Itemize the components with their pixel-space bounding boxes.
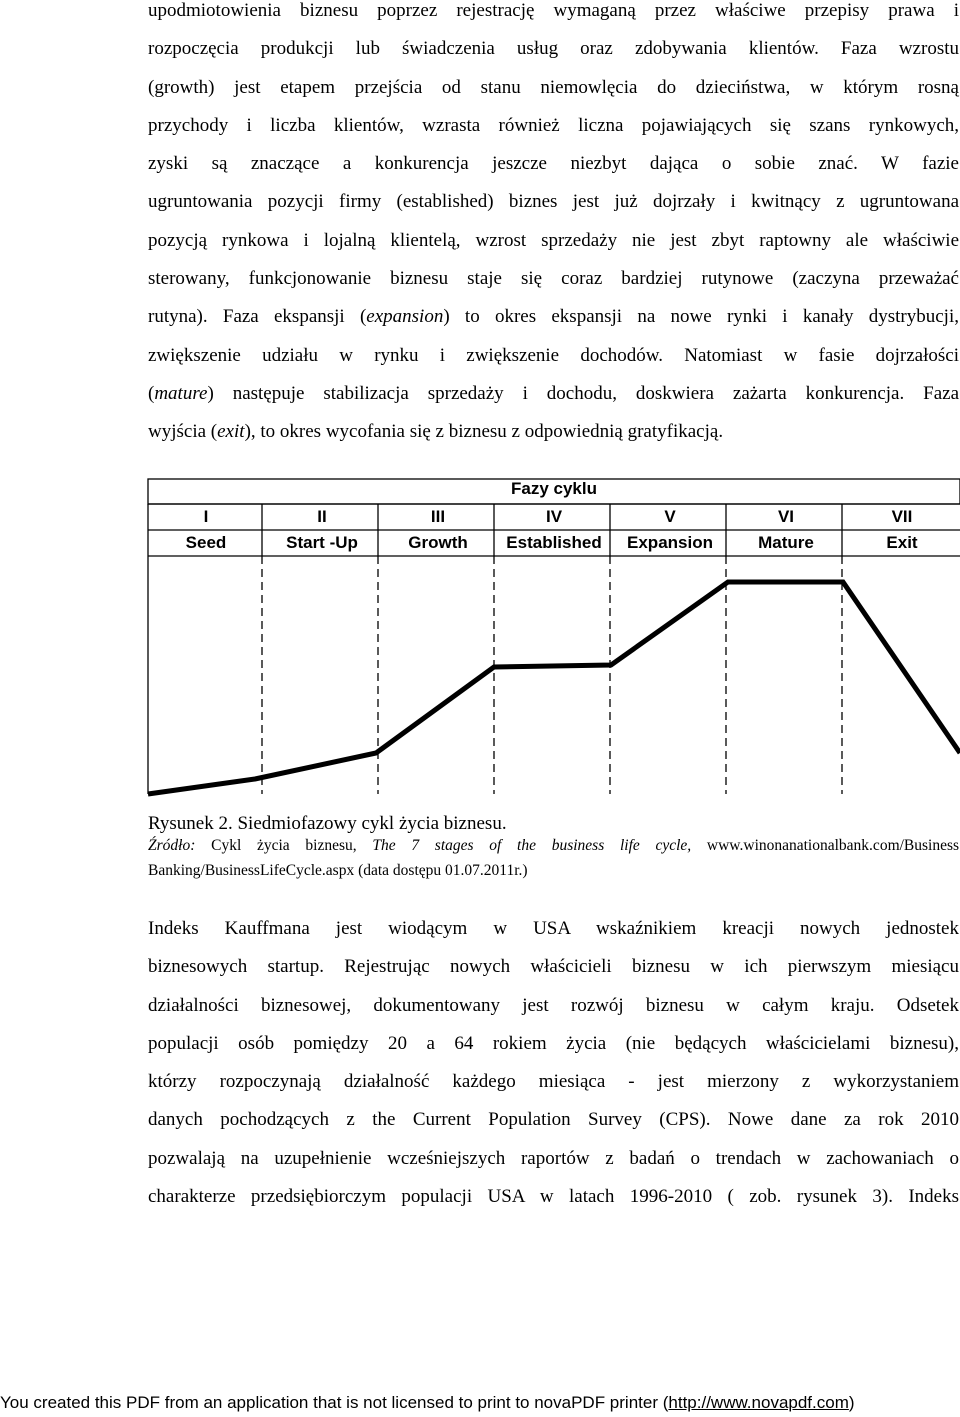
life-cycle-diagram bbox=[148, 478, 960, 800]
figure-title: Fazy cyklu bbox=[511, 479, 597, 498]
figure-caption: Rysunek 2. Siedmiofazowy cykl życia biznesu. bbox=[148, 813, 507, 834]
text-line: charakterze przedsiębiorczym populacji USA w latach 1996-2010 ( zob. rysunek 3). Indeks bbox=[148, 1186, 959, 1208]
phase-name: Start -Up bbox=[286, 533, 358, 552]
text-segment: ( bbox=[148, 382, 155, 404]
text-line: (growth) jest etapem przejścia od stanu niemowlęcia do dzieciństwa, w którym rosną bbox=[148, 76, 959, 98]
text-line: populacji osób pomiędzy 20 a 64 rokiem życia (nie będących właścicielami biznesu), bbox=[148, 1032, 959, 1054]
cycle-curve bbox=[148, 582, 960, 794]
source-url: www.winonanationalbank.com/Business bbox=[706, 837, 960, 854]
novapdf-link[interactable]: http://www.novapdf.com bbox=[668, 1393, 849, 1412]
text-line: działalności biznesowej, dokumentowany jest rozwój biznesu w całym kraju. Odsetek bbox=[148, 994, 959, 1016]
phase-numeral: IV bbox=[545, 507, 563, 526]
text-line: zwiększenie udziału w rynku i zwiększenie dochodów. Natomiast w fasie dojrzałości bbox=[148, 344, 959, 366]
phase-numeral: II bbox=[317, 507, 327, 526]
body-paragraph-1 bbox=[148, 0, 959, 452]
source-text: Cykl życia biznesu, bbox=[211, 837, 357, 854]
text-line: którzy rozpoczynają działalność każdego miesiąca - jest mierzony z wykorzystaniem bbox=[148, 1071, 959, 1093]
text-line bbox=[148, 298, 959, 336]
source-label: Źródło: bbox=[148, 837, 196, 854]
text-line: przychody i liczba klientów, wzrasta również liczna pojawiających się szans rynkowych, bbox=[148, 114, 959, 136]
footer-text: You created this PDF from an application that is not licensed to print to novaPDF printer ( bbox=[0, 1393, 669, 1412]
phase-name: Seed bbox=[185, 533, 227, 552]
text-segment: ), to okres wycofania się z biznesu z odpowiednią gratyfikacją. bbox=[244, 421, 724, 443]
phase-name: Growth bbox=[408, 533, 468, 552]
term-expansion: expansion bbox=[366, 306, 444, 328]
text-line: pozycją rynkowa i lojalną klientelą, wzrost sprzedaży nie jest zbyt raptowny ale właściwie bbox=[148, 229, 959, 251]
text-line: danych pochodzących z the Current Population Survey (CPS). Nowe dane za rok 2010 bbox=[148, 1109, 959, 1131]
text-line: ugruntowania pozycji firmy (established) biznes jest już dojrzały i kwitnący z ugruntowana bbox=[148, 191, 959, 213]
text-segment: ) następuje stabilizacja sprzedaży i dochodu, doskwiera zażarta konkurencja. Faza bbox=[207, 382, 959, 404]
phase-name: Exit bbox=[886, 533, 918, 552]
phase-numeral: III bbox=[430, 507, 446, 526]
text-line: zyski są znaczące a konkurencja jeszcze niezbyt dająca o sobie znać. W fazie bbox=[148, 153, 959, 175]
text-line: biznesowych startup. Rejestrując nowych właścicieli biznesu w ich pierwszym miesiącu bbox=[148, 956, 959, 978]
text-line bbox=[148, 375, 959, 413]
phase-name: Mature bbox=[758, 533, 814, 552]
pdf-license-footer bbox=[0, 1392, 960, 1414]
figure-source-line-2: Banking/BusinessLifeCycle.aspx (data dostępu 01.07.2011r.) bbox=[148, 862, 528, 879]
phase-numeral: V bbox=[664, 507, 676, 526]
footer-close: ) bbox=[848, 1393, 855, 1412]
phase-numeral: VII bbox=[891, 507, 913, 526]
source-title: The 7 stages of the business life cycle, bbox=[372, 837, 692, 854]
text-line: Indeks Kauffmana jest wiodącym w USA wskaźnikiem kreacji nowych jednostek bbox=[148, 918, 959, 939]
text-segment: ) to okres ekspansji na nowe rynki i kanały dystrybucji, bbox=[443, 306, 959, 328]
text-segment: rutyna). Faza ekspansji ( bbox=[148, 306, 367, 328]
phase-name: Expansion bbox=[627, 533, 713, 552]
term-exit: exit bbox=[217, 421, 245, 443]
phase-numeral: VI bbox=[777, 507, 795, 526]
phase-name: Established bbox=[506, 533, 602, 552]
text-line: rozpoczęcia produkcji lub świadczenia usług oraz zdobywania klientów. Faza wzrostu bbox=[148, 38, 959, 60]
term-mature: mature bbox=[154, 382, 208, 404]
figure-source-line-1 bbox=[148, 835, 959, 857]
text-line: upodmiotowienia biznesu poprzez rejestrację wymaganą przez właściwe przepisy prawa i bbox=[148, 0, 959, 21]
text-line bbox=[148, 413, 959, 451]
body-paragraph-2 bbox=[148, 910, 959, 1216]
text-line: sterowany, funkcjonowanie biznesu staje się coraz bardziej rutynowe (zaczyna przeważać bbox=[148, 268, 959, 290]
text-line: pozwalają na uzupełnienie wcześniejszych raportów z badań o trendach w zachowaniach o bbox=[148, 1147, 959, 1169]
phase-numeral: I bbox=[203, 507, 209, 526]
text-segment: wyjścia ( bbox=[148, 421, 218, 443]
